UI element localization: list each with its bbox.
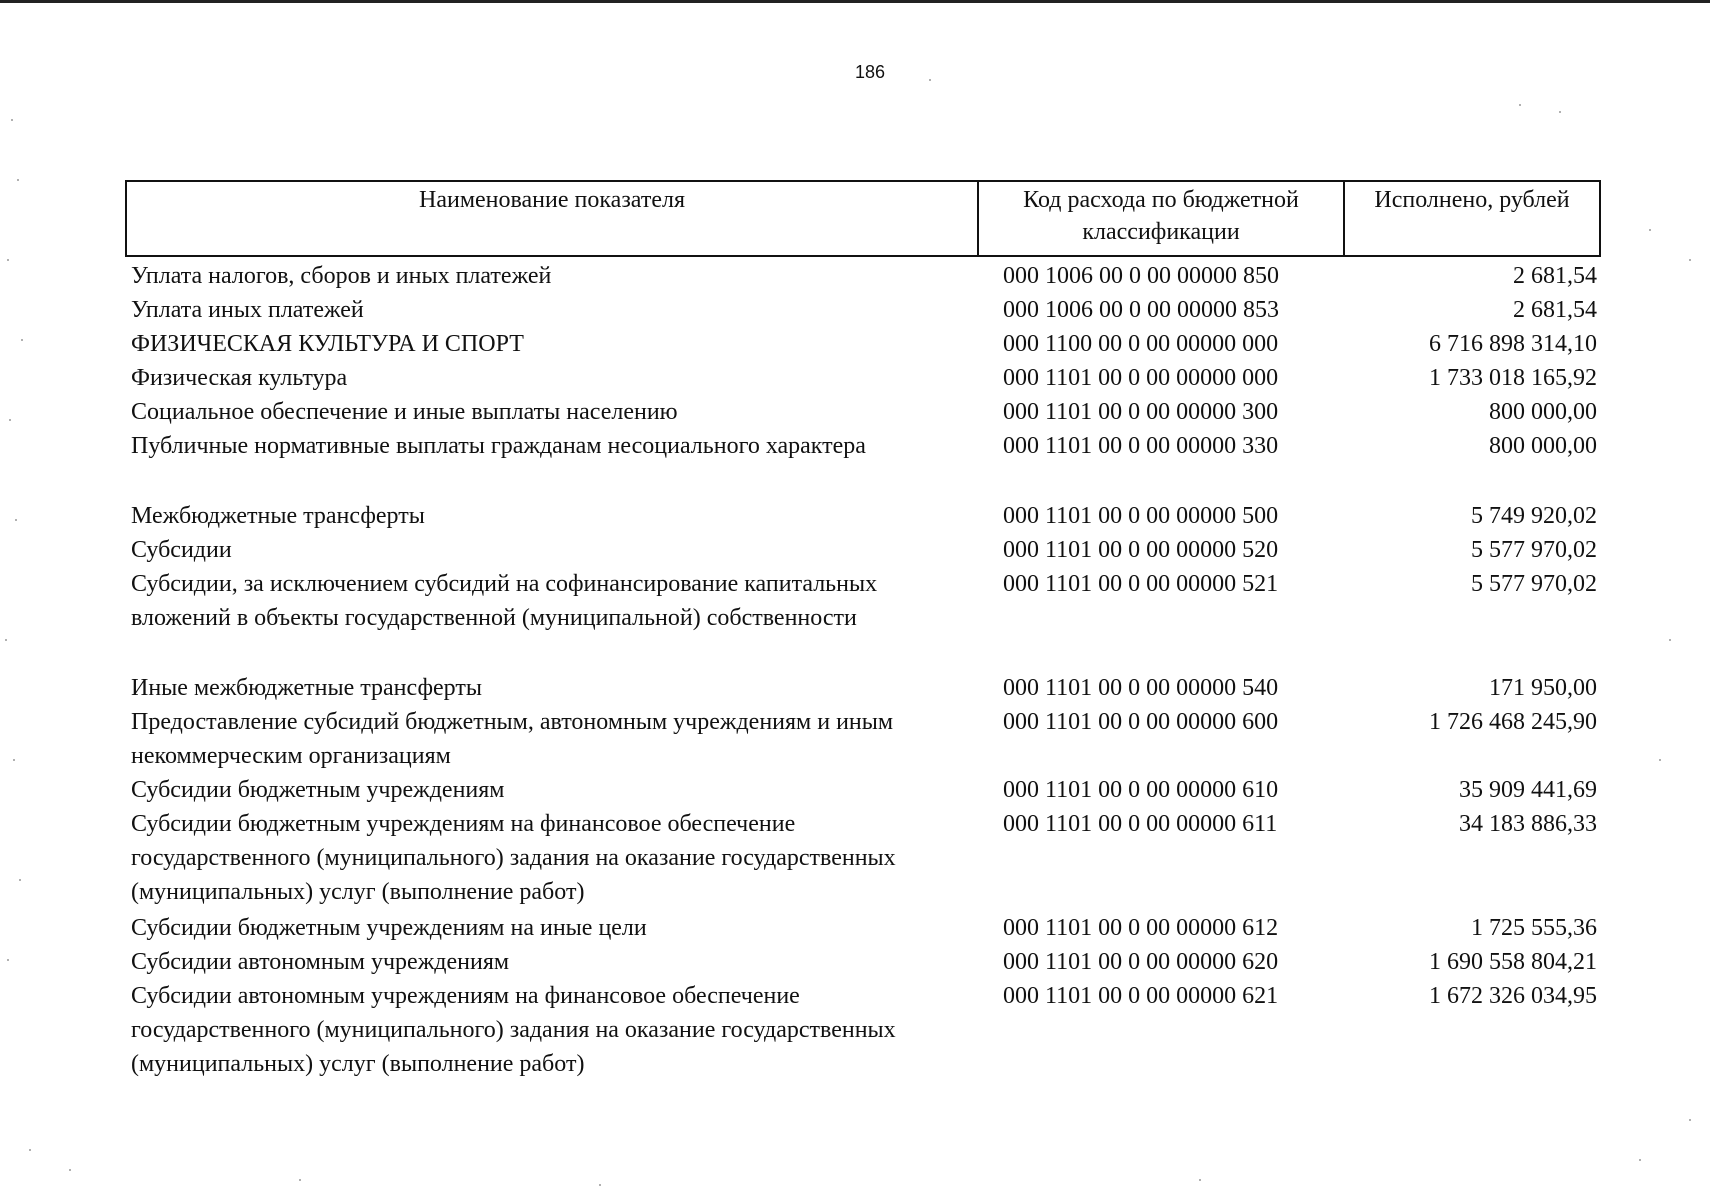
row-value: 2 681,54 bbox=[1513, 263, 1597, 289]
row-code: 000 1101 00 0 00 00000 520 bbox=[1003, 537, 1279, 563]
header-indicator-name: Наименование показателя bbox=[127, 182, 979, 255]
table-row bbox=[125, 327, 1601, 361]
row-code: 000 1101 00 0 00 00000 300 bbox=[1003, 399, 1279, 425]
row-code: 000 1100 00 0 00 00000 000 bbox=[1003, 331, 1279, 357]
table-row bbox=[125, 773, 1601, 807]
table-row bbox=[125, 705, 1601, 773]
table-row bbox=[125, 567, 1601, 635]
row-code: 000 1101 00 0 00 00000 521 bbox=[1003, 571, 1279, 597]
row-name: Уплата налогов, сборов и иных платежей bbox=[131, 263, 552, 289]
table-row bbox=[125, 429, 1601, 463]
row-value: 6 716 898 314,10 bbox=[1429, 331, 1597, 357]
table-row bbox=[125, 533, 1601, 567]
row-name: Публичные нормативные выплаты гражданам несоциального характера bbox=[131, 433, 866, 459]
row-code: 000 1101 00 0 00 00000 500 bbox=[1003, 503, 1279, 529]
top-scan-edge bbox=[0, 0, 1710, 3]
row-value: 34 183 886,33 bbox=[1459, 811, 1597, 837]
row-value: 171 950,00 bbox=[1489, 675, 1597, 701]
row-name: Межбюджетные трансферты bbox=[131, 503, 425, 529]
table-row bbox=[125, 395, 1601, 429]
row-code: 000 1006 00 0 00 00000 853 bbox=[1003, 297, 1279, 323]
row-code: 000 1101 00 0 00 00000 611 bbox=[1003, 811, 1278, 837]
row-name: Субсидии бюджетным учреждениям на финансовое обеспечение государственного (муниципального) задания на оказание государственных (муниципальных) услуг (выполнение работ) bbox=[131, 811, 896, 905]
table-row bbox=[125, 499, 1601, 533]
table-row bbox=[125, 979, 1601, 1081]
row-name: Субсидии автономным учреждениям на финансовое обеспечение государственного (муниципального) задания на оказание государственных (муниципальных) услуг (выполнение работ) bbox=[131, 983, 896, 1077]
row-name: Субсидии бюджетным учреждениям на иные цели bbox=[131, 915, 647, 941]
row-name: Субсидии bbox=[131, 537, 232, 563]
row-value: 1 672 326 034,95 bbox=[1429, 983, 1597, 1009]
table-row bbox=[125, 259, 1601, 293]
row-code: 000 1101 00 0 00 00000 621 bbox=[1003, 983, 1279, 1009]
row-code: 000 1006 00 0 00 00000 850 bbox=[1003, 263, 1279, 289]
page-number: 186 bbox=[854, 62, 886, 82]
row-value: 5 577 970,02 bbox=[1471, 537, 1597, 563]
row-value: 1 690 558 804,21 bbox=[1429, 949, 1597, 975]
table-row bbox=[125, 911, 1601, 945]
header-budget-code: Код расхода по бюджетной классификации bbox=[979, 182, 1345, 255]
row-value: 35 909 441,69 bbox=[1459, 777, 1597, 803]
row-value: 5 577 970,02 bbox=[1471, 571, 1597, 597]
row-name: Субсидии бюджетным учреждениям bbox=[131, 777, 505, 803]
row-value: 2 681,54 bbox=[1513, 297, 1597, 323]
row-name: Предоставление субсидий бюджетным, автономным учреждениям и иным некоммерческим организациям bbox=[131, 709, 894, 769]
row-name: Социальное обеспечение и иные выплаты населению bbox=[131, 399, 678, 425]
row-name: Уплата иных платежей bbox=[131, 297, 364, 323]
table-body bbox=[125, 259, 1601, 1081]
row-code: 000 1101 00 0 00 00000 610 bbox=[1003, 777, 1279, 803]
row-name: Субсидии автономным учреждениям bbox=[131, 949, 510, 975]
table-header bbox=[125, 180, 1601, 257]
row-code: 000 1101 00 0 00 00000 540 bbox=[1003, 675, 1279, 701]
row-code: 000 1101 00 0 00 00000 600 bbox=[1003, 709, 1279, 735]
row-value: 5 749 920,02 bbox=[1471, 503, 1597, 529]
header-executed: Исполнено, рублей bbox=[1374, 187, 1570, 213]
row-value: 800 000,00 bbox=[1489, 433, 1597, 459]
row-name: Физическая культура bbox=[131, 365, 348, 391]
row-name: Иные межбюджетные трансферты bbox=[131, 675, 482, 701]
row-code: 000 1101 00 0 00 00000 330 bbox=[1003, 433, 1279, 459]
row-value: 1 725 555,36 bbox=[1471, 915, 1597, 941]
table-row bbox=[125, 293, 1601, 327]
row-name: ФИЗИЧЕСКАЯ КУЛЬТУРА И СПОРТ bbox=[131, 331, 524, 357]
table-row bbox=[125, 671, 1601, 705]
row-value: 1 726 468 245,90 bbox=[1429, 709, 1597, 735]
row-value: 1 733 018 165,92 bbox=[1429, 365, 1597, 391]
table-row bbox=[125, 945, 1601, 979]
table-row bbox=[125, 807, 1601, 909]
row-code: 000 1101 00 0 00 00000 612 bbox=[1003, 915, 1279, 941]
row-code: 000 1101 00 0 00 00000 000 bbox=[1003, 365, 1279, 391]
table-row bbox=[125, 361, 1601, 395]
row-code: 000 1101 00 0 00 00000 620 bbox=[1003, 949, 1279, 975]
row-name: Субсидии, за исключением субсидий на софинансирование капитальных вложений в объекты государственной (муниципальной) собственности bbox=[131, 571, 878, 631]
row-value: 800 000,00 bbox=[1489, 399, 1597, 425]
